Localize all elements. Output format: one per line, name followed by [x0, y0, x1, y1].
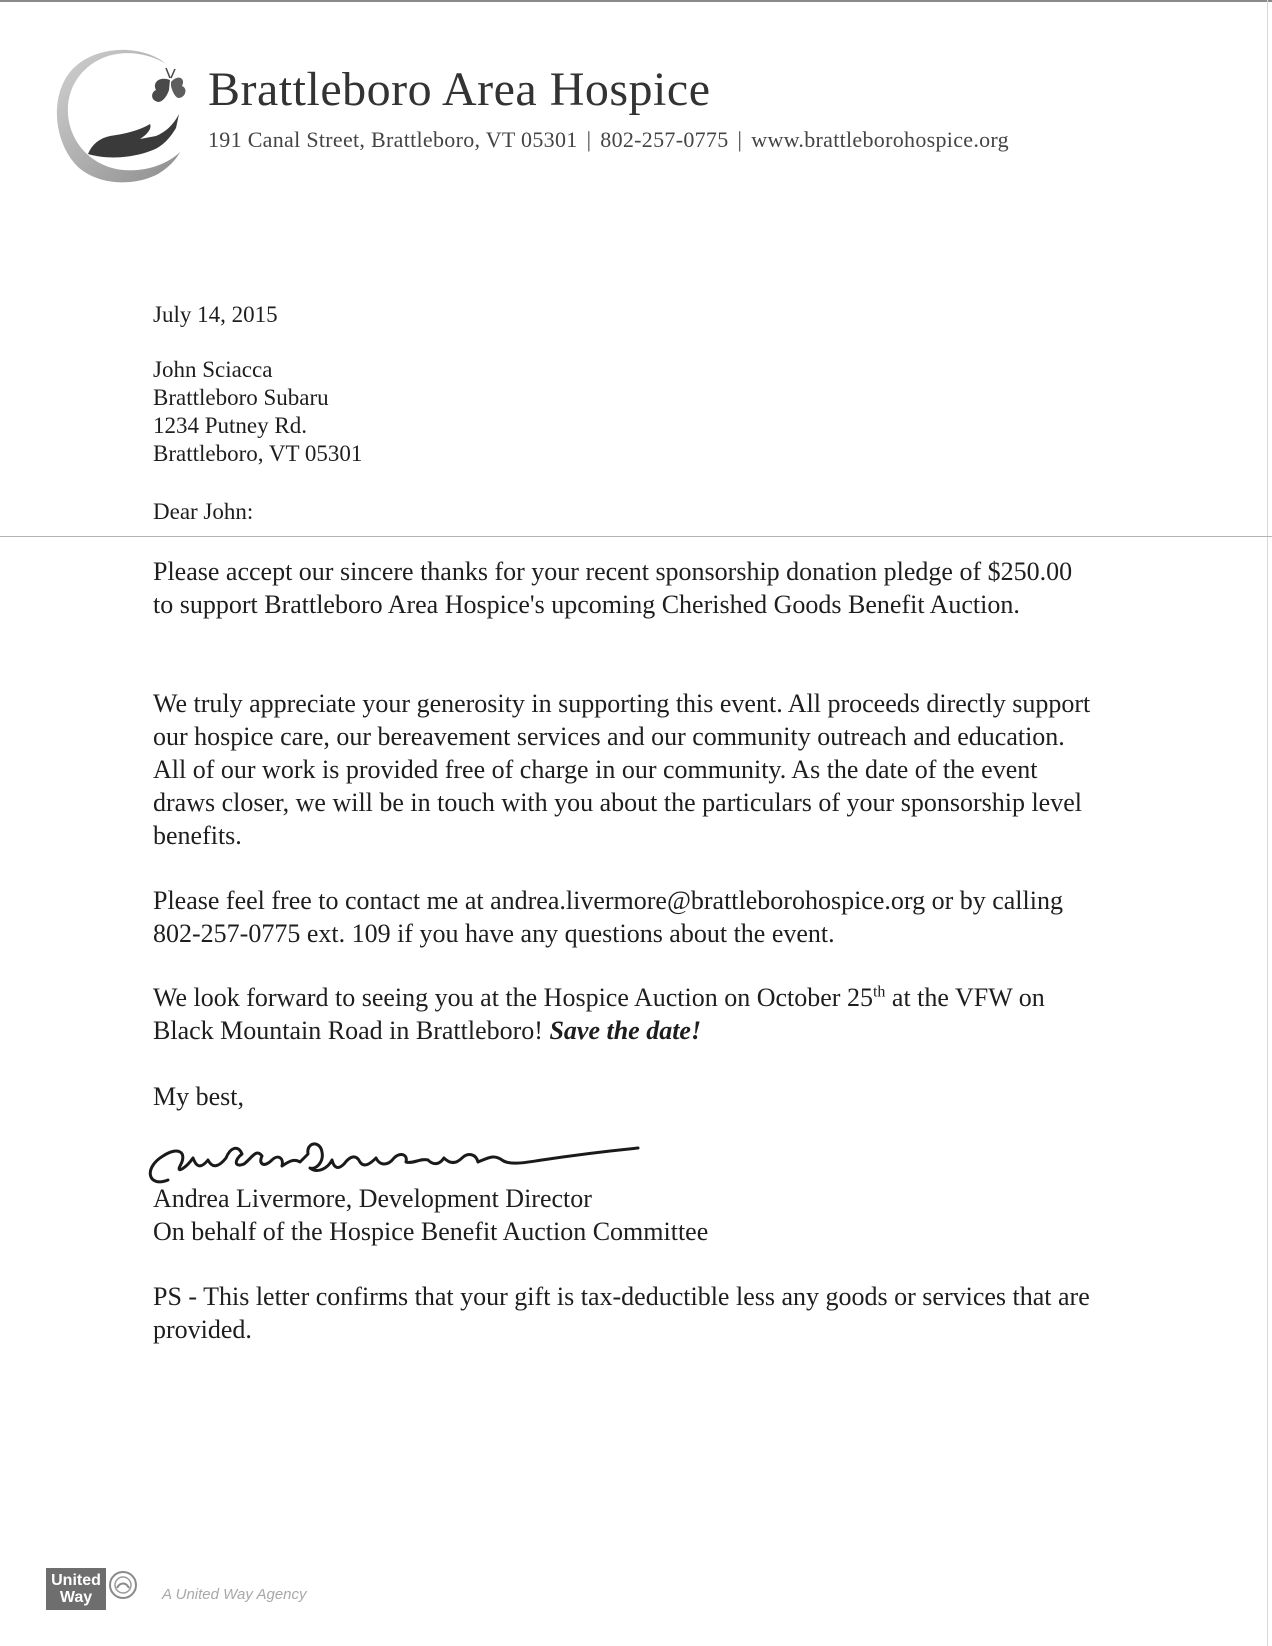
- postscript: PS - This letter confirms that your gift is tax-deductible less any goods or services that are provided.: [153, 1282, 1090, 1344]
- united-way-tagline: A United Way Agency: [162, 1586, 307, 1603]
- united-way-emblem-icon: [108, 1570, 138, 1600]
- event-text-cont: at the VFW on Black Mountain Road in Brattleboro!: [153, 983, 1045, 1045]
- recipient-street: 1234 Putney Rd.: [153, 413, 307, 438]
- letterhead-contact-line: [208, 127, 1009, 153]
- salutation: Dear John:: [153, 499, 254, 524]
- united-way-line2: Way: [59, 1589, 93, 1606]
- org-phone: 802-257-0775: [600, 127, 729, 152]
- signer-block: [153, 1182, 708, 1248]
- hospice-logo-icon: [48, 42, 198, 192]
- scan-edge-top: [0, 0, 1272, 2]
- signer-behalf: On behalf of the Hospice Benefit Auction Committee: [153, 1217, 709, 1246]
- united-way-logo: [46, 1568, 106, 1610]
- signer-name: Andrea Livermore, Development Director: [153, 1184, 592, 1213]
- closing: My best,: [153, 1082, 244, 1111]
- org-address: 191 Canal Street, Brattleboro, VT 05301: [208, 127, 578, 152]
- recipient-company: Brattleboro Subaru: [153, 385, 329, 410]
- recipient-city: Brattleboro, VT 05301: [153, 441, 363, 466]
- recipient-name: John Sciacca: [153, 357, 273, 382]
- united-way-line1: United: [51, 1572, 101, 1589]
- separator: |: [737, 127, 743, 152]
- paragraph-event: [153, 981, 1093, 1047]
- event-text: We look forward to seeing you at the Hospice Auction on October 25: [153, 983, 873, 1012]
- paper-fold-line: [0, 536, 1272, 537]
- paragraph-contact: Please feel free to contact me at andrea.livermore@brattleborohospice.org or by calling 802-257-0775 ext. 109 if you have any questions about the event.: [153, 886, 1063, 948]
- scan-edge-right: [1267, 0, 1268, 1646]
- organization-name: Brattleboro Area Hospice: [208, 63, 711, 116]
- separator: |: [586, 127, 592, 152]
- paragraph-appreciation: We truly appreciate your generosity in supporting this event. All proceeds directly support our hospice care, our bereavement services and our community outreach and education. All of our work is provided free of charge in our community. As the date of the event draws closer, we will be in touch with you about the particulars of your sponsorship level benefits.: [153, 689, 1091, 850]
- letter-date: July 14, 2015: [153, 302, 278, 327]
- save-the-date: Save the date!: [549, 1016, 702, 1045]
- ordinal-suffix: th: [872, 983, 886, 1001]
- paragraph-thanks: Please accept our sincere thanks for your recent sponsorship donation pledge of $250.00 to support Brattleboro Area Hospice's upcoming Cherished Goods Benefit Auction.: [153, 557, 1073, 619]
- org-website: www.brattleborohospice.org: [751, 127, 1009, 152]
- recipient-address: [153, 356, 362, 468]
